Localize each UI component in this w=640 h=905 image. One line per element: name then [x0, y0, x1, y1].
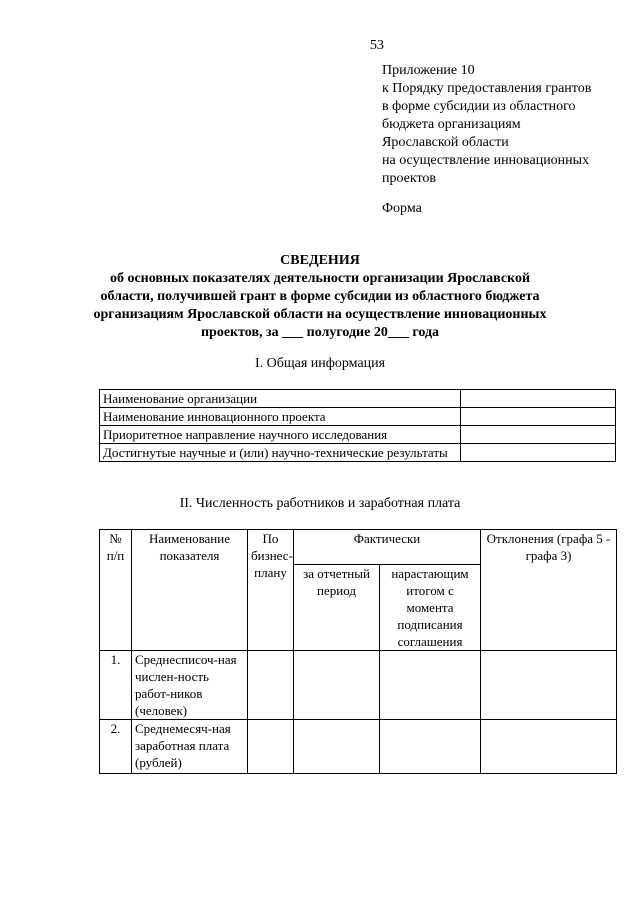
section1-heading: I. Общая информация	[254, 356, 386, 371]
row-plan-cell[interactable]	[248, 720, 294, 774]
document-title	[0, 252, 640, 342]
header-actual: Фактически	[294, 530, 481, 565]
appendix-line: Приложение 10	[382, 63, 475, 78]
header-actual-cumulative: нарастающим итогом с момента подписания соглашения	[380, 565, 481, 651]
row-plan-cell[interactable]	[248, 651, 294, 720]
row-deviation-cell[interactable]	[481, 720, 617, 774]
staff-salary-table	[99, 529, 617, 774]
row-label: Достигнутые научные и (или) научно-технические результаты	[100, 444, 461, 462]
form-label: Форма	[382, 201, 422, 216]
row-value-cell[interactable]	[460, 408, 615, 426]
row-label: Приоритетное направление научного исследования	[100, 426, 461, 444]
appendix-block	[382, 62, 632, 188]
row-value-cell[interactable]	[460, 390, 615, 408]
table-row	[100, 444, 616, 462]
row-value-cell[interactable]	[460, 426, 615, 444]
row-label: Наименование организации	[100, 390, 461, 408]
appendix-line: на осуществление инновационных	[382, 153, 590, 168]
table-row	[100, 720, 617, 774]
section2-heading: II. Численность работников и заработная плата	[179, 496, 461, 511]
row-deviation-cell[interactable]	[481, 651, 617, 720]
appendix-line: проектов	[382, 171, 437, 186]
row-label: Наименование инновационного проекта	[100, 408, 461, 426]
row-name: Среднесписоч-ная числен-ность работ-ников (человек)	[132, 651, 248, 720]
header-name: Наименование показателя	[132, 530, 248, 651]
row-cumulative-cell[interactable]	[380, 651, 481, 720]
header-num: № п/п	[100, 530, 132, 651]
appendix-line: бюджета организациям	[382, 117, 521, 132]
title-line: проектов, за ___ полугодие 20___ года	[200, 325, 440, 340]
header-plan: По бизнес-плану	[248, 530, 294, 651]
header-deviation: Отклонения (графа 5 - графа 3)	[481, 530, 617, 565]
row-cumulative-cell[interactable]	[380, 720, 481, 774]
row-value-cell[interactable]	[460, 444, 615, 462]
appendix-line: к Порядку предоставления грантов	[382, 81, 592, 96]
table-row	[100, 390, 616, 408]
header-actual-period: за отчетный период	[294, 565, 380, 651]
table-row	[100, 408, 616, 426]
title-line: организациям Ярославской области на осуществление инновационных	[93, 307, 547, 322]
title-heading: СВЕДЕНИЯ	[280, 253, 360, 268]
header-row	[100, 530, 617, 565]
appendix-line: в форме субсидии из областного	[382, 99, 576, 114]
table-row	[100, 426, 616, 444]
title-line: об основных показателях деятельности организации Ярославской	[109, 271, 531, 286]
appendix-line: Ярославской области	[382, 135, 509, 150]
row-num: 1.	[100, 651, 132, 720]
title-line: области, получившей грант в форме субсидии из областного бюджета	[100, 289, 540, 304]
row-name: Среднемесяч-ная заработная плата (рублей)	[132, 720, 248, 774]
page-number: 53	[370, 38, 384, 53]
general-info-table	[99, 389, 616, 462]
row-period-cell[interactable]	[294, 651, 380, 720]
row-num: 2.	[100, 720, 132, 774]
table-row	[100, 651, 617, 720]
header-deviation-cont	[481, 565, 617, 651]
row-period-cell[interactable]	[294, 720, 380, 774]
